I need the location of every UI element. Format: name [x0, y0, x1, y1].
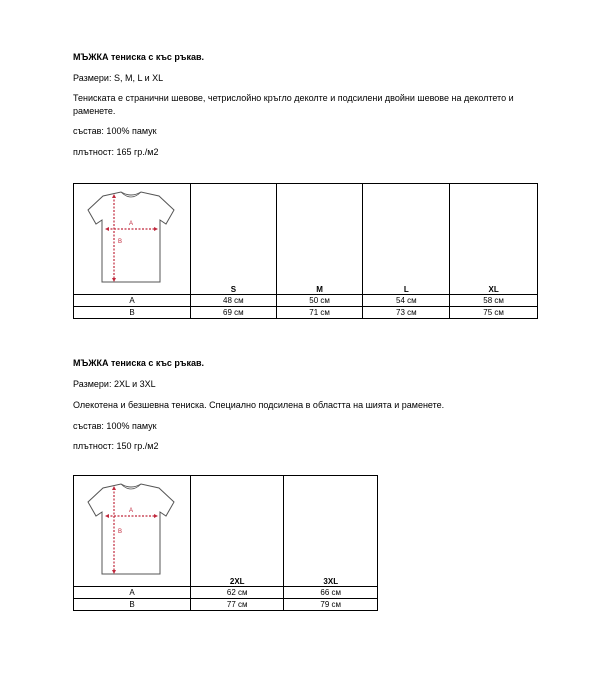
table-cell: 54 см [363, 295, 450, 307]
size-header: 2XL [190, 476, 284, 587]
shirt-diagram-cell [74, 476, 191, 587]
row-label: A [74, 587, 191, 599]
size-table-2 [73, 475, 378, 611]
row-label: B [74, 307, 191, 319]
table-cell: 66 см [284, 587, 378, 599]
table-cell: 73 см [363, 307, 450, 319]
table-cell: 69 см [190, 307, 276, 319]
table-row [74, 307, 538, 319]
size-table-1 [73, 183, 538, 319]
table-row [74, 295, 538, 307]
product-title: МЪЖКА тениска с къс ръкав. [73, 358, 205, 368]
density-text: плътност: 150 гр./м2 [73, 441, 159, 451]
sizes-text: Размери: S, M, L и XL [73, 73, 164, 83]
measure-label-a: A [129, 508, 134, 514]
density-text: плътност: 165 гр./м2 [73, 147, 159, 157]
size-header: L [363, 184, 450, 295]
sizes-text: Размери: 2XL и 3XL [73, 379, 156, 389]
table-cell: 71 см [276, 307, 363, 319]
table-cell: 77 см [190, 599, 284, 611]
table-cell: 58 см [450, 295, 538, 307]
table-cell: 75 см [450, 307, 538, 319]
table-cell: 79 см [284, 599, 378, 611]
table-cell: 48 см [190, 295, 276, 307]
size-header: M [276, 184, 363, 295]
table-row [74, 587, 378, 599]
product-title: МЪЖКА тениска с къс ръкав. [73, 52, 205, 62]
table-row [74, 599, 378, 611]
row-label: B [74, 599, 191, 611]
measure-label-b: B [118, 239, 123, 245]
measure-label-b: B [118, 529, 123, 535]
composition-text: състав: 100% памук [73, 421, 157, 431]
table-cell: 50 см [276, 295, 363, 307]
size-header: 3XL [284, 476, 378, 587]
table-cell: 62 см [190, 587, 284, 599]
shirt-diagram-cell [74, 184, 191, 295]
product-description: Тениската е странични шевове, четрислойно кръгло деколте и подсилени двойни шевове на деколтето и раменете. [73, 93, 514, 116]
tshirt-outline [88, 192, 174, 282]
size-header: XL [450, 184, 538, 295]
tshirt-outline [88, 484, 174, 574]
composition-text: състав: 100% памук [73, 126, 157, 136]
tshirt-diagram [74, 476, 189, 584]
size-header: S [190, 184, 276, 295]
measure-label-a: A [129, 221, 134, 227]
tshirt-diagram [74, 184, 189, 292]
product-description: Олекотена и безшевна тениска. Специално подсилена в областта на шията и раменете. [73, 400, 445, 410]
row-label: A [74, 295, 191, 307]
